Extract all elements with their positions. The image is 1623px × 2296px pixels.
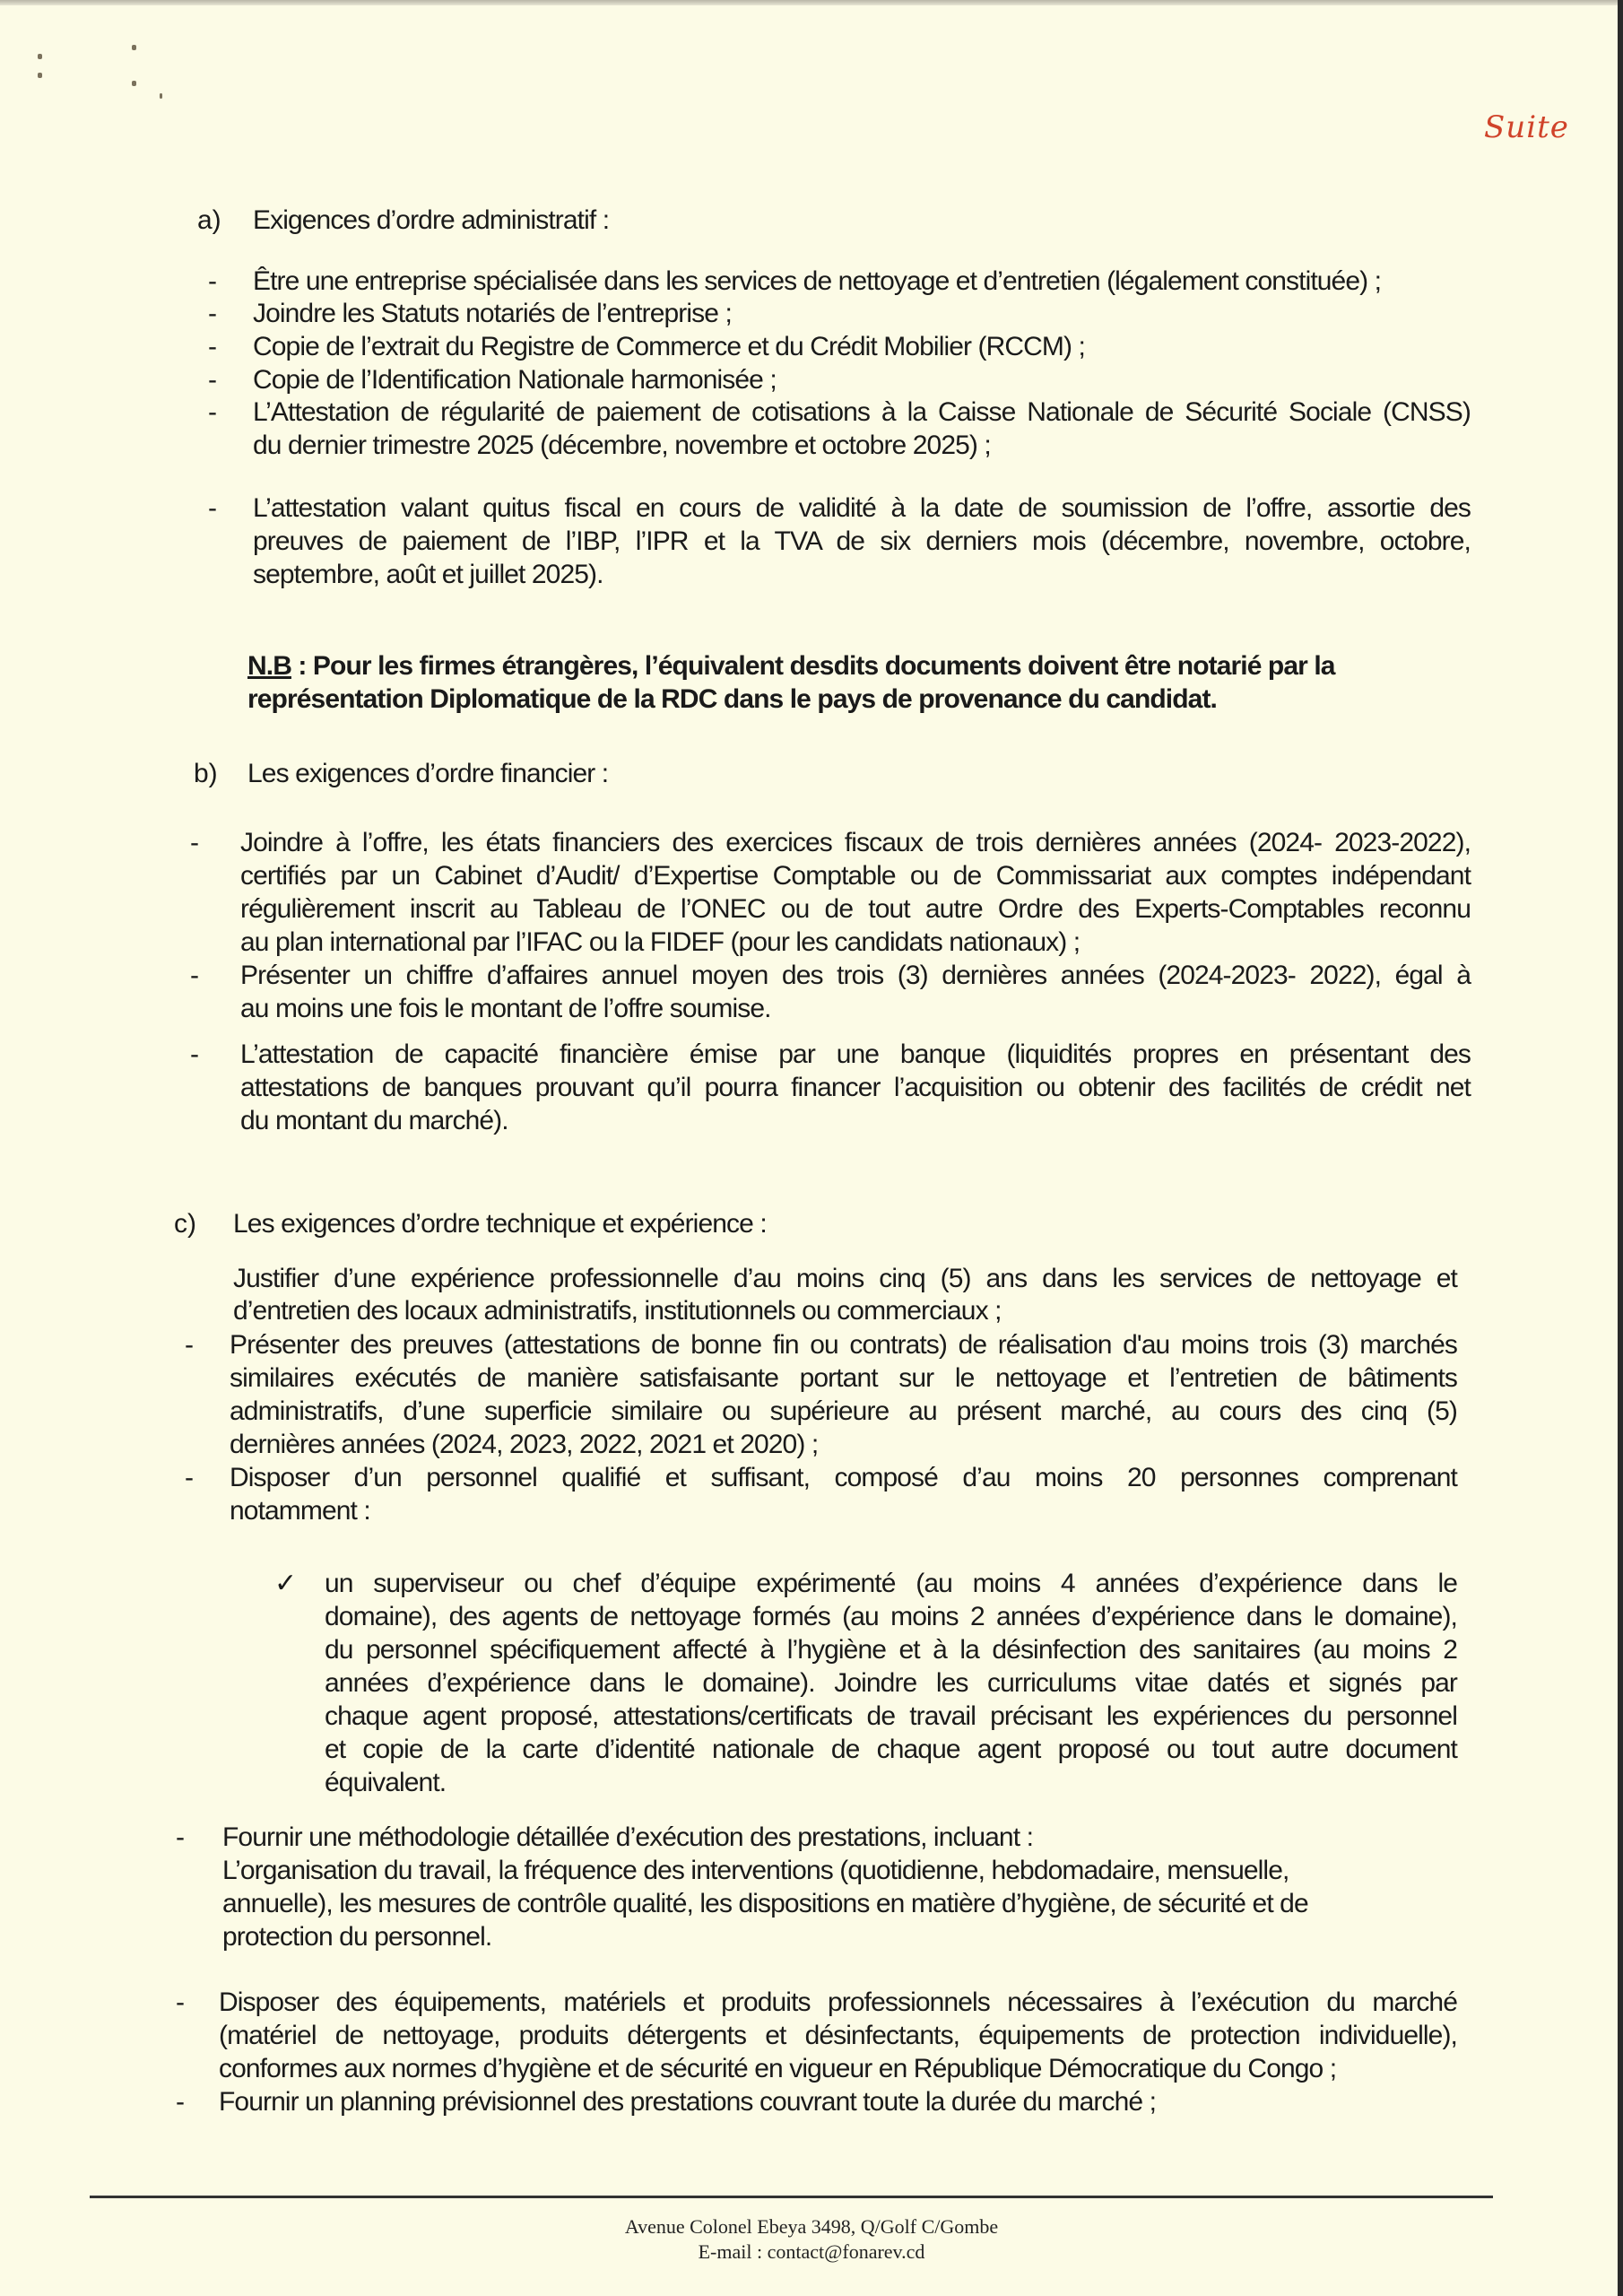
list-item-line: domaine), des agents de nettoyage formés (au moins 2 années d’expérience dans le domaine), bbox=[325, 1602, 1457, 1631]
checkmark-icon: ✓ bbox=[274, 1569, 298, 1598]
scan-edge-top bbox=[0, 0, 1623, 5]
list-item-line: du personnel spécifiquement affecté à l’hygiène et à la désinfection des sanitaires (au moins 2 bbox=[325, 1635, 1457, 1665]
list-item-line: et copie de la carte d’identité nationale de chaque agent proposé ou tout autre document bbox=[325, 1735, 1457, 1764]
list-item-line: protection du personnel. bbox=[222, 1922, 492, 1952]
bullet-dash: - bbox=[185, 1463, 194, 1492]
footer-email: E-mail : contact@fonarev.cd bbox=[698, 2240, 925, 2263]
bullet-dash: - bbox=[208, 397, 217, 427]
bullet-dash: - bbox=[208, 493, 217, 523]
scan-edge-right bbox=[1618, 0, 1623, 2296]
list-item-line: Fournir une méthodologie détaillée d’exécution des prestations, incluant : bbox=[222, 1822, 1034, 1852]
bullet-dash: - bbox=[176, 1822, 185, 1852]
section-marker: c) bbox=[174, 1209, 196, 1239]
list-item-line: Joindre les Statuts notariés de l’entreprise ; bbox=[253, 299, 732, 328]
list-item-line: Présenter un chiffre d’affaires annuel moyen des trois (3) dernières années (2024-2023- 2022), égal à bbox=[240, 961, 1471, 990]
list-item-line: au plan international par l’IFAC ou la FIDEF (pour les candidats nationaux) ; bbox=[240, 927, 1081, 957]
list-item-line: un superviseur ou chef d’équipe expérimenté (au moins 4 années d’expérience dans le bbox=[325, 1569, 1457, 1598]
bullet-dash: - bbox=[190, 828, 199, 857]
list-item-line: L’attestation valant quitus fiscal en cours de validité à la date de soumission de l’offre, assortie des bbox=[253, 493, 1471, 523]
bullet-dash: - bbox=[208, 299, 217, 328]
bullet-dash: - bbox=[185, 1330, 194, 1360]
list-item-line: d’entretien des locaux administratifs, institutionnels ou commerciaux ; bbox=[233, 1296, 1002, 1326]
bullet-dash: - bbox=[208, 365, 217, 395]
bullet-dash: - bbox=[176, 2087, 185, 2117]
list-item-line: chaque agent proposé, attestations/certificats de travail précisant les expériences du personnel bbox=[325, 1701, 1457, 1731]
section-marker: a) bbox=[197, 205, 221, 235]
nb-text: : Pour les firmes étrangères, l’équivalent desdits documents doivent être notarié par la bbox=[291, 651, 1335, 681]
list-item-line: Copie de l’Identification Nationale harmonisée ; bbox=[253, 365, 777, 395]
list-item-line: conformes aux normes d’hygiène et de sécurité en vigueur en République Démocratique du Congo ; bbox=[219, 2054, 1337, 2083]
list-item-line: L’attestation de capacité financière émise par une banque (liquidités propres en présentant des bbox=[240, 1039, 1471, 1069]
footer-rule bbox=[90, 2196, 1493, 2198]
nb-note-line: représentation Diplomatique de la RDC dans le pays de provenance du candidat. bbox=[247, 684, 1217, 714]
list-item-line: Disposer d’un personnel qualifié et suffisant, composé d’au moins 20 personnes comprenant bbox=[230, 1463, 1457, 1492]
list-item-line: Joindre à l’offre, les états financiers des exercices fiscaux de trois dernières années (2024- 2023-2022), bbox=[240, 828, 1471, 857]
list-item-line: Copie de l’extrait du Registre de Commerce et du Crédit Mobilier (RCCM) ; bbox=[253, 332, 1085, 361]
bullet-dash: - bbox=[176, 1987, 185, 2017]
list-item-line: certifiés par un Cabinet d’Audit/ d’Expertise Comptable ou de Commissariat aux comptes indépendant bbox=[240, 861, 1471, 891]
list-item-line: preuves de paiement de l’IBP, l’IPR et la TVA de six derniers mois (décembre, novembre, octobre, bbox=[253, 526, 1471, 556]
list-item-line: régulièrement inscrit au Tableau de l’ONEC ou de tout autre Ordre des Experts-Comptables reconnu bbox=[240, 894, 1471, 924]
bullet-dash: - bbox=[208, 266, 217, 296]
bullet-dash: - bbox=[190, 961, 199, 990]
list-item-line: Être une entreprise spécialisée dans les services de nettoyage et d’entretien (légalement constituée) ; bbox=[253, 266, 1382, 296]
list-item-line: (matériel de nettoyage, produits détergents et désinfectants, équipements de protection individuelle), bbox=[219, 2021, 1457, 2050]
list-item-line: Disposer des équipements, matériels et produits professionnels nécessaires à l’exécution du marché bbox=[219, 1987, 1457, 2017]
list-item-line: au moins une fois le montant de l’offre soumise. bbox=[240, 994, 771, 1023]
list-item-line: équivalent. bbox=[325, 1768, 447, 1797]
list-item-line: L’Attestation de régularité de paiement de cotisations à la Caisse Nationale de Sécurité Sociale (CNSS) bbox=[253, 397, 1471, 427]
bullet-dash: - bbox=[190, 1039, 199, 1069]
list-item-line: du montant du marché). bbox=[240, 1106, 508, 1135]
list-item-line: dernières années (2024, 2023, 2022, 2021 et 2020) ; bbox=[230, 1430, 819, 1459]
list-item-line: Fournir un planning prévisionnel des prestations couvrant toute la durée du marché ; bbox=[219, 2087, 1157, 2117]
footer-address: Avenue Colonel Ebeya 3498, Q/Golf C/Gombe bbox=[624, 2215, 999, 2238]
list-item-line: Présenter des preuves (attestations de bonne fin ou contrats) de réalisation d'au moins trois (3) marchés bbox=[230, 1330, 1457, 1360]
list-item-line: Justifier d’une expérience professionnelle d’au moins cinq (5) ans dans les services de nettoyage et bbox=[233, 1264, 1457, 1293]
list-item-line: attestations de banques prouvant qu’il pourra financer l’acquisition ou obtenir des facilités de crédit net bbox=[240, 1073, 1471, 1102]
list-item-line: septembre, août et juillet 2025). bbox=[253, 560, 603, 589]
nb-label: N.B bbox=[247, 651, 291, 681]
list-item-line: L’organisation du travail, la fréquence des interventions (quotidienne, hebdomadaire, mensuelle, bbox=[222, 1856, 1289, 1885]
section-marker: b) bbox=[194, 759, 218, 788]
bullet-dash: - bbox=[208, 332, 217, 361]
nb-note bbox=[247, 650, 1335, 683]
list-item-line: similaires exécutés de manière satisfaisante portant sur le nettoyage et l’entretien de bâtiments bbox=[230, 1363, 1457, 1393]
section-heading: Les exigences d’ordre technique et expérience : bbox=[233, 1209, 767, 1239]
list-item-line: annuelle), les mesures de contrôle qualité, les dispositions en matière d’hygiène, de sécurité et de bbox=[222, 1889, 1308, 1918]
section-heading: Les exigences d’ordre financier : bbox=[247, 759, 609, 788]
list-item-line: notamment : bbox=[230, 1496, 370, 1526]
continuation-mark: Suite bbox=[1484, 109, 1569, 145]
list-item-line: années d’expérience dans le domaine). Joindre les curriculums vitae datés et signés par bbox=[325, 1668, 1457, 1698]
list-item-line: administratifs, d’une superficie similaire ou supérieure au présent marché, au cours des cinq (5) bbox=[230, 1396, 1457, 1426]
section-heading: Exigences d’ordre administratif : bbox=[253, 205, 610, 235]
list-item-line: du dernier trimestre 2025 (décembre, novembre et octobre 2025) ; bbox=[253, 430, 991, 460]
